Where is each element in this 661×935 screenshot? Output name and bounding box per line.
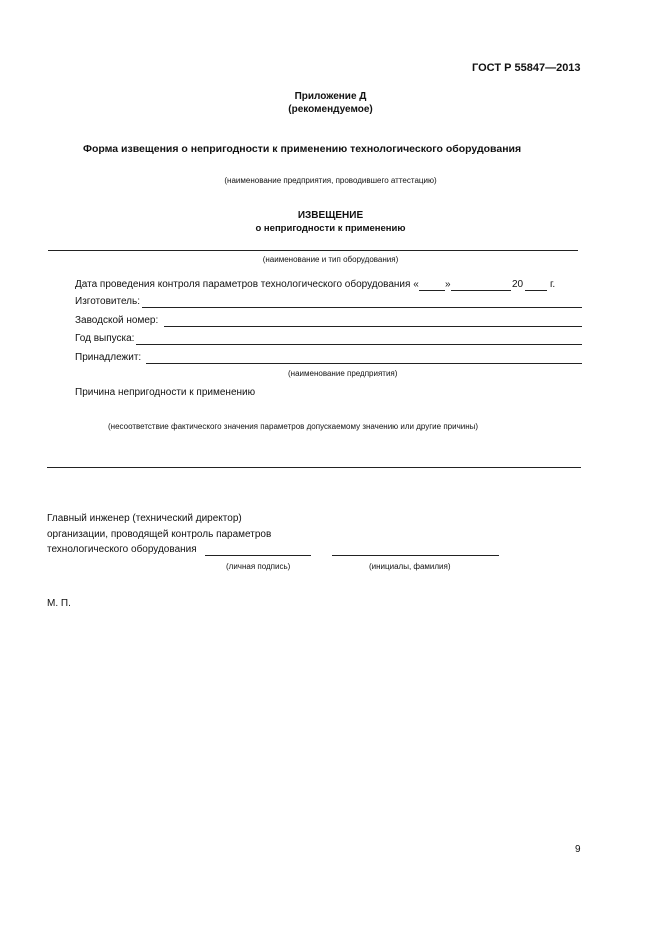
name-line bbox=[332, 555, 499, 556]
serial-line bbox=[164, 326, 582, 327]
date-year-prefix: 20 bbox=[512, 279, 524, 290]
name-caption: (инициалы, фамилия) bbox=[369, 562, 451, 571]
form-title: Форма извещения о непригодности к применению технологического оборудования bbox=[83, 143, 522, 155]
equipment-caption: (наименование и тип оборудования) bbox=[262, 255, 399, 264]
date-year-line bbox=[525, 290, 547, 291]
date-quote-close: » bbox=[445, 279, 451, 290]
standard-number: ГОСТ Р 55847—2013 bbox=[472, 62, 581, 74]
owner-caption: (наименование предприятия) bbox=[288, 369, 398, 378]
manufacturer-line bbox=[142, 307, 582, 308]
enterprise-caption: (наименование предприятия, проводившего аттестацию) bbox=[224, 176, 437, 185]
reason-label: Причина непригодности к применению bbox=[75, 387, 256, 398]
notice-subtitle: о непригодности к применению bbox=[255, 223, 406, 234]
signature-line1: Главный инженер (технический директор) bbox=[47, 513, 242, 524]
signature-line3: технологического оборудования bbox=[47, 544, 197, 555]
equipment-line bbox=[48, 250, 578, 251]
date-month-line bbox=[451, 290, 511, 291]
reason-line bbox=[47, 467, 581, 468]
owner-line bbox=[146, 363, 582, 364]
notice-title: ИЗВЕЩЕНИЕ bbox=[297, 210, 364, 221]
appendix-subtitle: (рекомендуемое) bbox=[288, 104, 373, 115]
date-day-line bbox=[419, 290, 445, 291]
owner-label: Принадлежит: bbox=[75, 352, 142, 363]
stamp-label: М. П. bbox=[47, 598, 71, 609]
date-year-suffix: г. bbox=[550, 279, 556, 290]
serial-label: Заводской номер: bbox=[75, 315, 159, 326]
year-label: Год выпуска: bbox=[75, 333, 135, 344]
appendix-title: Приложение Д bbox=[294, 91, 367, 102]
manufacturer-label: Изготовитель: bbox=[75, 296, 140, 307]
year-line bbox=[136, 344, 582, 345]
signature-caption: (личная подпись) bbox=[226, 562, 291, 571]
reason-caption: (несоответствие фактического значения параметров допускаемому значению или другие причины) bbox=[108, 422, 479, 431]
signature-line bbox=[205, 555, 311, 556]
page-number: 9 bbox=[575, 844, 581, 855]
signature-line2: организации, проводящей контроль параметров bbox=[47, 529, 272, 540]
date-label: Дата проведения контроля параметров технологического оборудования « bbox=[75, 279, 419, 290]
